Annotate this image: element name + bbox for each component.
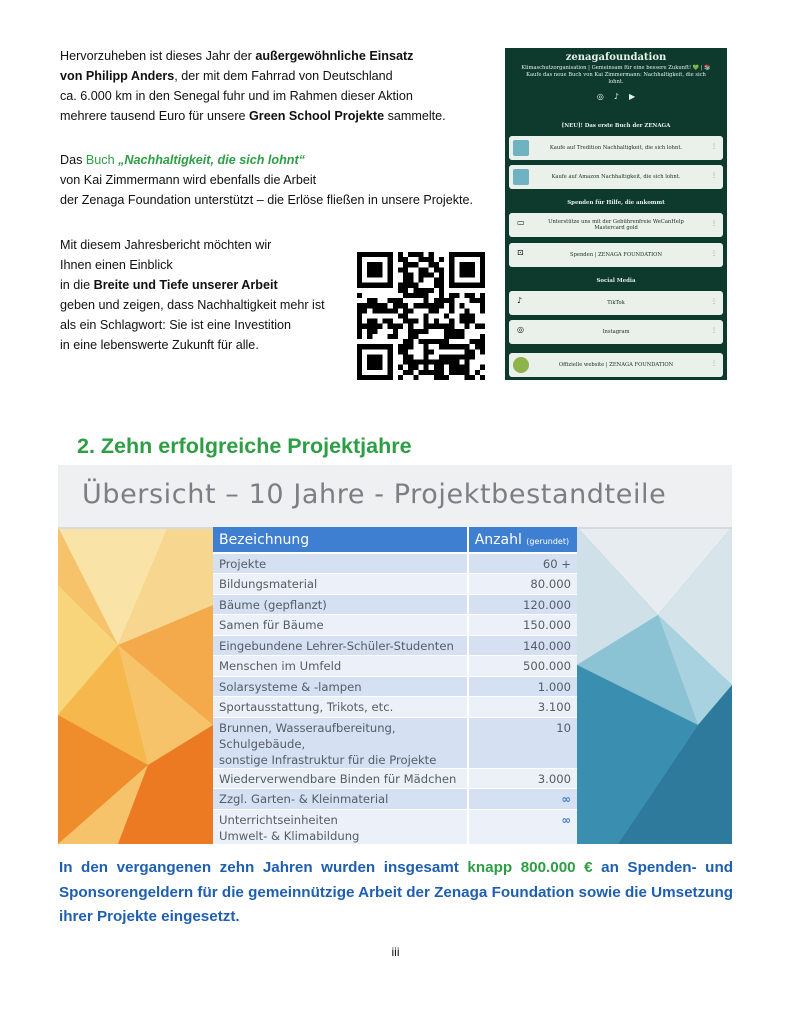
more-icon: ⋮	[711, 298, 717, 305]
row-value: 1.000	[468, 676, 577, 697]
row-value: 500.000	[468, 656, 577, 677]
table-row	[213, 676, 577, 697]
row-value: ∞	[468, 789, 577, 810]
row-value: 10	[468, 717, 577, 768]
book-link[interactable]: Buch	[85, 153, 119, 167]
qr-code[interactable]	[357, 252, 485, 380]
row-label: Bäume (gepflanzt)	[213, 594, 468, 615]
table-row	[213, 697, 577, 718]
table-row	[213, 789, 577, 810]
row-label: Brunnen, Wasseraufbereitung, Schulgebäude, sonstige Infrastruktur für die Projekte	[213, 717, 468, 768]
section-donate: Spenden für Hilfe, die ankommt	[567, 200, 665, 206]
row-label: Menschen im Umfeld	[213, 656, 468, 677]
more-icon: ⋮	[711, 360, 717, 367]
overview-title-bar	[58, 465, 732, 529]
tredition-button[interactable]: Kaufe auf Tredition Nachhaltigkeit, die sich lohnt. ⋮	[509, 136, 723, 160]
row-label: Solarsysteme & -lampen	[213, 676, 468, 697]
table-row	[213, 635, 577, 656]
table-row	[213, 553, 577, 574]
table-row	[213, 574, 577, 595]
row-label: Projekte	[213, 553, 468, 574]
instagram-button[interactable]: ◎ Instagram ⋮	[509, 320, 723, 344]
row-label: Bildungsmaterial	[213, 574, 468, 595]
more-icon: ⋮	[711, 250, 717, 257]
table-header-row	[213, 527, 577, 553]
page-number: iii	[391, 945, 400, 959]
table-row	[213, 594, 577, 615]
more-icon: ⋮	[711, 327, 717, 334]
table-row	[213, 615, 577, 636]
overview-image	[58, 465, 732, 844]
table-row	[213, 809, 577, 844]
mastercard-button[interactable]: ▭ Unterstütze uns mit der Gebührenfreie WeCanHelp Mastercard gold ⋮	[509, 213, 723, 237]
intro-paragraph-2: Das Buch „Nachhaltigkeit, die sich lohnt“ von Kai Zimmermann wird ebenfalls die Arbeit der Zenaga Foundation unterstützt – die Erlöse fließen in unsere Projekte.	[60, 153, 474, 207]
book-thumbnail	[513, 140, 529, 156]
row-label: Zzgl. Garten- & Kleinmaterial	[213, 789, 468, 810]
linktree-description: Klimaschutzorganisation | Gemeinsam für eine bessere Zukunft! 💚 | 📚 Kaufe das neue Buch von Kai Zimmermann: Nachhaltigkeit, die sich lohnt.	[521, 65, 711, 85]
linktree-title: zenagafoundation	[565, 52, 667, 63]
spenden-button[interactable]: ⊡ Spenden | ZENAGA FOUNDATION ⋮	[509, 243, 723, 267]
intro-paragraph-3: Mit diesem Jahresbericht möchten wir Ihnen einen Einblick in die Breite und Tiefe unserer Arbeit geben und zeigen, dass Nachhaltigkeit mehr ist als ein Schlagwort: Sie ist eine Investition in eine lebenswerte Zukunft für alle.	[60, 238, 325, 352]
more-icon: ⋮	[711, 172, 717, 179]
section-social: Social Media	[596, 278, 636, 284]
tiktok-button[interactable]: ♪ TikTok ⋮	[509, 291, 723, 315]
intro-paragraph-1: Hervorzuheben ist dieses Jahr der außergewöhnliche Einsatz von Philipp Anders, der mit dem Fahrrad von Deutschland ca. 6.000 km in den Senegal fuhr und im Rahmen dieser Aktion mehrere tausend Euro für unsere Green School Projekte sammelte.	[60, 49, 446, 123]
amazon-button[interactable]: Kaufe auf Amazon Nachhaltigkeit, die sich lohnt. ⋮	[509, 165, 723, 189]
tiktok-icon: ♪	[517, 296, 523, 305]
row-value: 140.000	[468, 635, 577, 656]
more-icon: ⋮	[711, 220, 717, 227]
row-label: Unterrichtseinheiten Umwelt- & Klimabildung	[213, 809, 468, 844]
instagram-icon: ◎	[517, 325, 524, 334]
tiktok-icon[interactable]: ♪	[613, 92, 619, 101]
row-value: 80.000	[468, 574, 577, 595]
row-label: Eingebundene Lehrer-Schüler-Studenten	[213, 635, 468, 656]
row-label: Wiederverwendbare Binden für Mädchen	[213, 768, 468, 789]
row-label: Sportausstattung, Trikots, etc.	[213, 697, 468, 718]
more-icon: ⋮	[711, 143, 717, 150]
row-value: 3.100	[468, 697, 577, 718]
linktree-social-icons	[505, 92, 727, 101]
book-thumbnail	[513, 169, 529, 185]
table-row	[213, 768, 577, 789]
youtube-icon[interactable]: ▶	[628, 92, 636, 101]
summary-text: In den vergangenen zehn Jahren wurden insgesamt knapp 800.000 € an Spenden- und Sponsorengeldern für die gemeinnützige Arbeit der Zenaga Foundation sowie die Umsetzung ihrer Projekte eingesetzt.	[59, 859, 734, 925]
instagram-icon[interactable]: ◎	[596, 92, 604, 101]
row-value: ∞	[468, 809, 577, 844]
header-anzahl: Anzahl (gerundet)	[468, 527, 577, 553]
table-row	[213, 656, 577, 677]
globe-icon	[513, 357, 529, 373]
section-heading: 2. Zehn erfolgreiche Projektjahre	[77, 434, 412, 458]
overview-title: Übersicht – 10 Jahre - Projektbestandteile	[82, 479, 667, 510]
website-button[interactable]: Offizielle website | ZENAGA FOUNDATION ⋮	[509, 353, 723, 377]
donate-icon: ⊡	[517, 248, 524, 257]
linktree-screenshot	[505, 48, 727, 380]
table-row	[213, 717, 577, 768]
header-bezeichnung: Bezeichnung	[213, 527, 468, 553]
overview-table	[213, 527, 577, 844]
credit-card-icon: ▭	[517, 218, 525, 227]
section-book: [NEU]! Das erste Buch der ZENAGA	[561, 123, 671, 129]
row-value: 120.000	[468, 594, 577, 615]
row-value: 150.000	[468, 615, 577, 636]
row-label: Samen für Bäume	[213, 615, 468, 636]
row-value: 60 +	[468, 553, 577, 574]
row-value: 3.000	[468, 768, 577, 789]
